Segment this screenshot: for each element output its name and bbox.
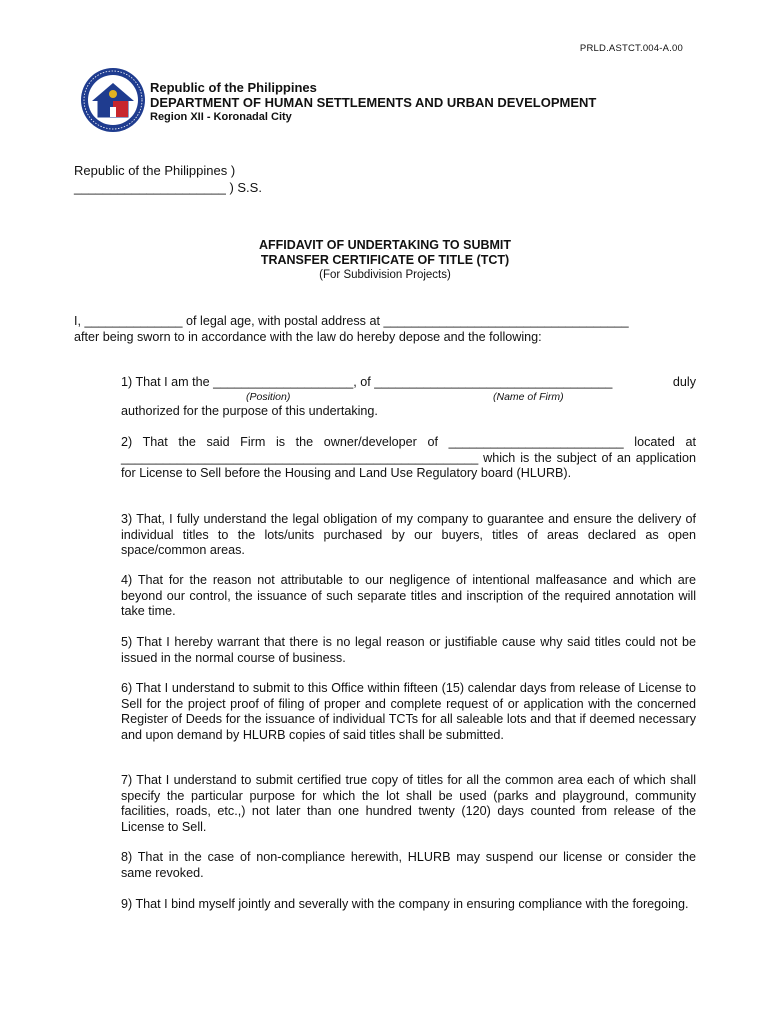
paragraph-3: 3) That, I fully understand the legal obligation of my company to guarantee and ensure the delivery of individual titles to the lots/units purchased by our buyers, titles of areas declared as open space/common areas. bbox=[121, 512, 696, 558]
letterhead bbox=[150, 80, 596, 125]
paragraph-7: 7) That I understand to submit certified true copy of titles for all the common area each of which shall specify the particular purpose for which the lot shall be used (parks and playground, community facilities, roads, etc.,) not later than one hundred twenty (120) days counted from release of the License to Sell. bbox=[121, 773, 696, 834]
venue-line-1: Republic of the Philippines ) bbox=[74, 163, 236, 178]
document-title bbox=[0, 238, 770, 283]
dhsud-seal-logo bbox=[80, 67, 146, 133]
document-code: PRLD.ASTCT.004-A.00 bbox=[579, 43, 683, 54]
p1-line-2: authorized for the purpose of this undertaking. bbox=[121, 404, 378, 418]
intro-line-1: I, ______________ of legal age, with postal address at ___________________________________ bbox=[74, 314, 629, 328]
letterhead-republic: Republic of the Philippines bbox=[150, 80, 317, 95]
title-line-2: TRANSFER CERTIFICATE OF TITLE (TCT) bbox=[260, 253, 510, 267]
paragraph-2: 2) That the said Firm is the owner/developer of _________________________ located at ___________________________________________________ which is the subject of an application for License to Sell before the Housing and Land Use Regulatory board (HLURB). bbox=[121, 435, 696, 481]
venue-line-2: _____________________ ) S.S. bbox=[74, 180, 262, 195]
paragraph-6: 6) That I understand to submit to this Office within fifteen (15) calendar days from release of License to Sell for the project proof of filing of proper and complete request of or application with the concerned Register of Deeds for the issuance of individual TCTs for all saleable lots and that if deemed necessary and upon demand by HLURB copies of said titles shall be submitted. bbox=[121, 681, 696, 742]
caption-position: (Position) bbox=[246, 391, 291, 403]
letterhead-region: Region XII - Koronadal City bbox=[150, 111, 292, 123]
p1-line-1: 1) That I am the ____________________, of __________________________________ bbox=[121, 375, 613, 389]
title-subtitle: (For Subdivision Projects) bbox=[319, 269, 451, 281]
intro-paragraph bbox=[74, 314, 696, 345]
intro-line-2: after being sworn to in accordance with the law do hereby depose and the following: bbox=[74, 329, 542, 344]
paragraph-8: 8) That in the case of non-compliance herewith, HLURB may suspend our license or consider the same revoked. bbox=[121, 850, 696, 880]
paragraph-5: 5) That I hereby warrant that there is no legal reason or justifiable cause why said titles could not be issued in the normal course of business. bbox=[121, 635, 696, 665]
caption-firm: (Name of Firm) bbox=[493, 391, 564, 403]
venue-block bbox=[74, 162, 262, 196]
title-line-1: AFFIDAVIT OF UNDERTAKING TO SUBMIT bbox=[258, 238, 512, 252]
paragraph-1 bbox=[121, 375, 696, 391]
p1-line-1-end: duly bbox=[672, 375, 696, 389]
paragraph-9: 9) That I bind myself jointly and severally with the company in ensuring compliance with the foregoing. bbox=[121, 897, 689, 911]
paragraph-4: 4) That for the reason not attributable to our negligence of intentional malfeasance and which are beyond our control, the issuance of such separate titles and inscription of the required annotation will take time. bbox=[121, 573, 696, 619]
letterhead-department: DEPARTMENT OF HUMAN SETTLEMENTS AND URBAN DEVELOPMENT bbox=[150, 95, 597, 110]
